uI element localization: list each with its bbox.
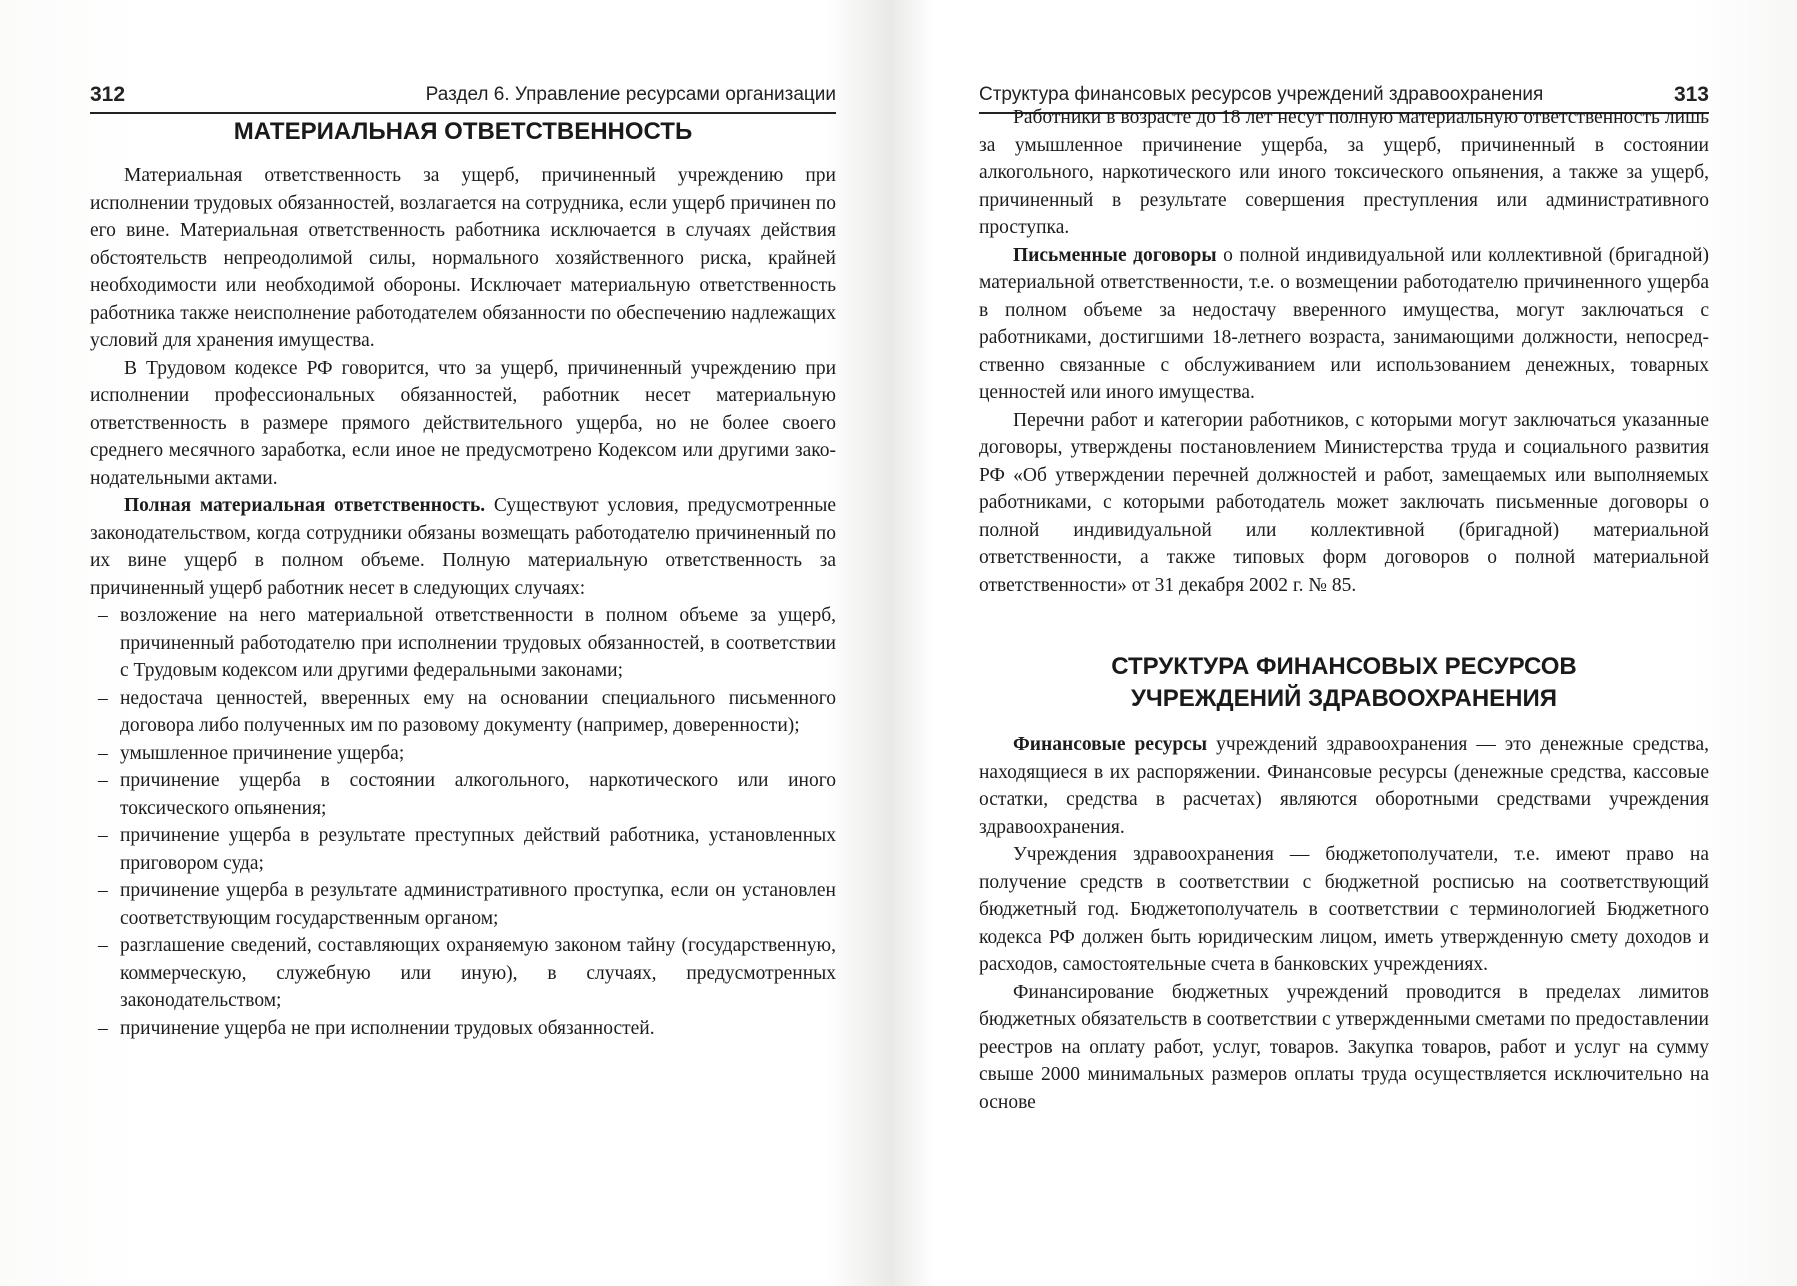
list-item [98,685,836,740]
list-item-text: недостача ценностей, вверенных ему на основании специального письменного договора либо полученных им по разовому документу (например, доверенности); [120,687,836,736]
dash-marker: – [98,880,108,901]
section-heading-liability: МАТЕРИАЛЬНАЯ ОТВЕТСТВЕННОСТЬ [233,118,693,145]
left-page-number: 312 [90,83,126,106]
dash-marker: – [98,770,108,791]
dash-marker: – [98,742,108,764]
right-page-number: 313 [1673,83,1709,106]
list-item [98,932,836,1015]
right-running-head-title: Структура финансовых ресурсов учреждений здравоохранения [979,84,1544,105]
paragraph [979,731,1709,841]
paragraph-text: учреждений здравоохранения — это денежные средства, находящиеся в их распоряжении. Финансовые ресурсы (денежные средства, кассовые остатки, средства в расчетах) являются оборотными средствами учреждения здравоохранения. [979,734,1709,838]
list-item [98,602,836,685]
list-item [98,1015,836,1043]
paragraph: Перечни работ и категории работников, с которыми могут заключаться указанные договоры, утверждены постановлением Министерства труда и социального развития РФ «Об утверждении перечней должностей и работ, замещаемых или выполняемых работниками, с которыми работодатель может заключать письменные договоры о полной индивидуальной или коллективной (бригадной) материальной ответственности, а также типовых форм договоров о полной материальной ответственности» от 31 декабря 2002 г. № 85. [979,409,1709,596]
list-item-text: разглашение сведений, составляющих охраняемую законом тайну (государственную, коммерческую, служебную или иную), в случаях, предусмотренных законодательством; [120,935,836,1011]
list-item [98,767,836,822]
left-page-content [90,114,836,1042]
paragraph-text: о полной индивидуальной или коллективной (бригадной) материальной ответственности, т.е. о возмещении работодателю причиненного ущерба в полном объеме за недостачу вверенного имущества, могут заключаться с работниками, достигшими 18-летнего возраста, занимающими должности, непосредственно связанные с обслуживанием или использованием денежных, товарных ценностей или иного имущества. [979,244,1709,403]
section-heading-financial-resources [979,651,1709,715]
list-item-text: умышленное причинение ущерба; [120,742,405,764]
list-item-text: причинение ущерба в состоянии алкогольного, наркотического или иного токсического опьянения; [120,770,836,819]
dash-marker: – [98,1017,108,1039]
paragraph [979,242,1709,407]
bold-term: Полная материальная ответственность. [124,495,486,516]
paragraph: Работники в возрасте до 18 лет несут полную материальную ответственность лишь за умышленное причинение ущерба, за ущерб, причиненный в состоянии алкогольного, наркотического или иного токсического опьянения, а также за ущерб, причиненный в результате совершения преступления или административного проступка. [979,107,1709,238]
bold-term: Письменные договоры [1013,244,1217,266]
left-running-head [90,80,836,114]
right-page-content [979,104,1709,1116]
dash-marker: – [98,687,108,709]
paragraph: Учреждения здравоохранения — бюджетополучатели, т.е. имеют право на получение средств в соответствии с бюджетной росписью на соответствующий бюджетный год. Бюджетополучатель в соответствии с терминологией Бюджетного кодекса РФ должен быть юридическим лицом, иметь утвержденную смету доходов и расходов, самостоятельные счета в банковских учреждениях. [979,844,1709,975]
list-item-text: причинение ущерба в результате административного проступка, если он установлен соответствующим государственным органом; [120,880,836,929]
left-running-head-title: Раздел 6. Управление ресурсами организации [425,84,836,105]
list-item [98,822,836,877]
paragraph [90,492,836,602]
full-liability-cases-list [90,602,836,1042]
heading-line: СТРУКТУРА ФИНАНСОВЫХ РЕСУРСОВ [1111,653,1577,680]
paragraph: Материальная ответственность за ущерб, причиненный учреждению при исполнении трудовых обязанностей, возлагается на сотрудника, если ущерб причинен по его вине. Материальная ответственность работника исключается в случаях действия обстоятельств непреодолимой силы, нормального хозяйственного риска, крайней необходимости или необходимой обороны. Исключает материальную ответственность работника также неисполнение работодателем обязанности по обеспечению надлежащих условий для хранения имущества. [90,165,836,351]
list-item [98,740,836,768]
dash-marker: – [98,605,108,626]
heading-line: УЧРЕЖДЕНИЙ ЗДРАВООХРАНЕНИЯ [1130,685,1558,712]
list-item-text: причинение ущерба в результате преступных действий работника, установленных приговором суда; [120,825,836,874]
dash-marker: – [98,935,108,956]
list-item [98,877,836,932]
paragraph-text: Существуют условия, предусмотренные законодательством, когда сотрудники обязаны возмещать работодателю причиненный по их вине ущерб в полном объеме. Полную материальную ответственность за причиненный ущерб работник несет в следующих случаях: [90,495,836,599]
paragraph: Финансирование бюджетных учреждений проводится в пределах лимитов бюджетных обязательств в соответствии с утвержденными сметами по предоставлении реестров на оплату работ, услуг, товаров. Закупка товаров, работ и услуг на сумму свыше 2000 минимальных размеров оплаты труда осуществляется исключительно на основе [979,981,1709,1113]
bold-term: Финансовые ресурсы [1013,734,1208,755]
paragraph: В Трудовом кодексе РФ говорится, что за ущерб, причиненный учреждению при исполнении профессиональных обязанностей, работник несет материальную ответственность в размере прямого действительного ущерба, но не более своего среднего месячного заработка, если иное не предусмотрено Кодексом или другими законодательными актами. [90,357,836,489]
list-item-text: причинение ущерба не при исполнении трудовых обязанностей. [120,1017,655,1039]
list-item-text: возложение на него материальной ответственности в полном объеме за ущерб, причиненный работодателю при исполнении трудовых обязанностей, в соответствии с Трудовым кодексом или другими федеральными законами; [120,605,836,681]
dash-marker: – [98,825,108,846]
